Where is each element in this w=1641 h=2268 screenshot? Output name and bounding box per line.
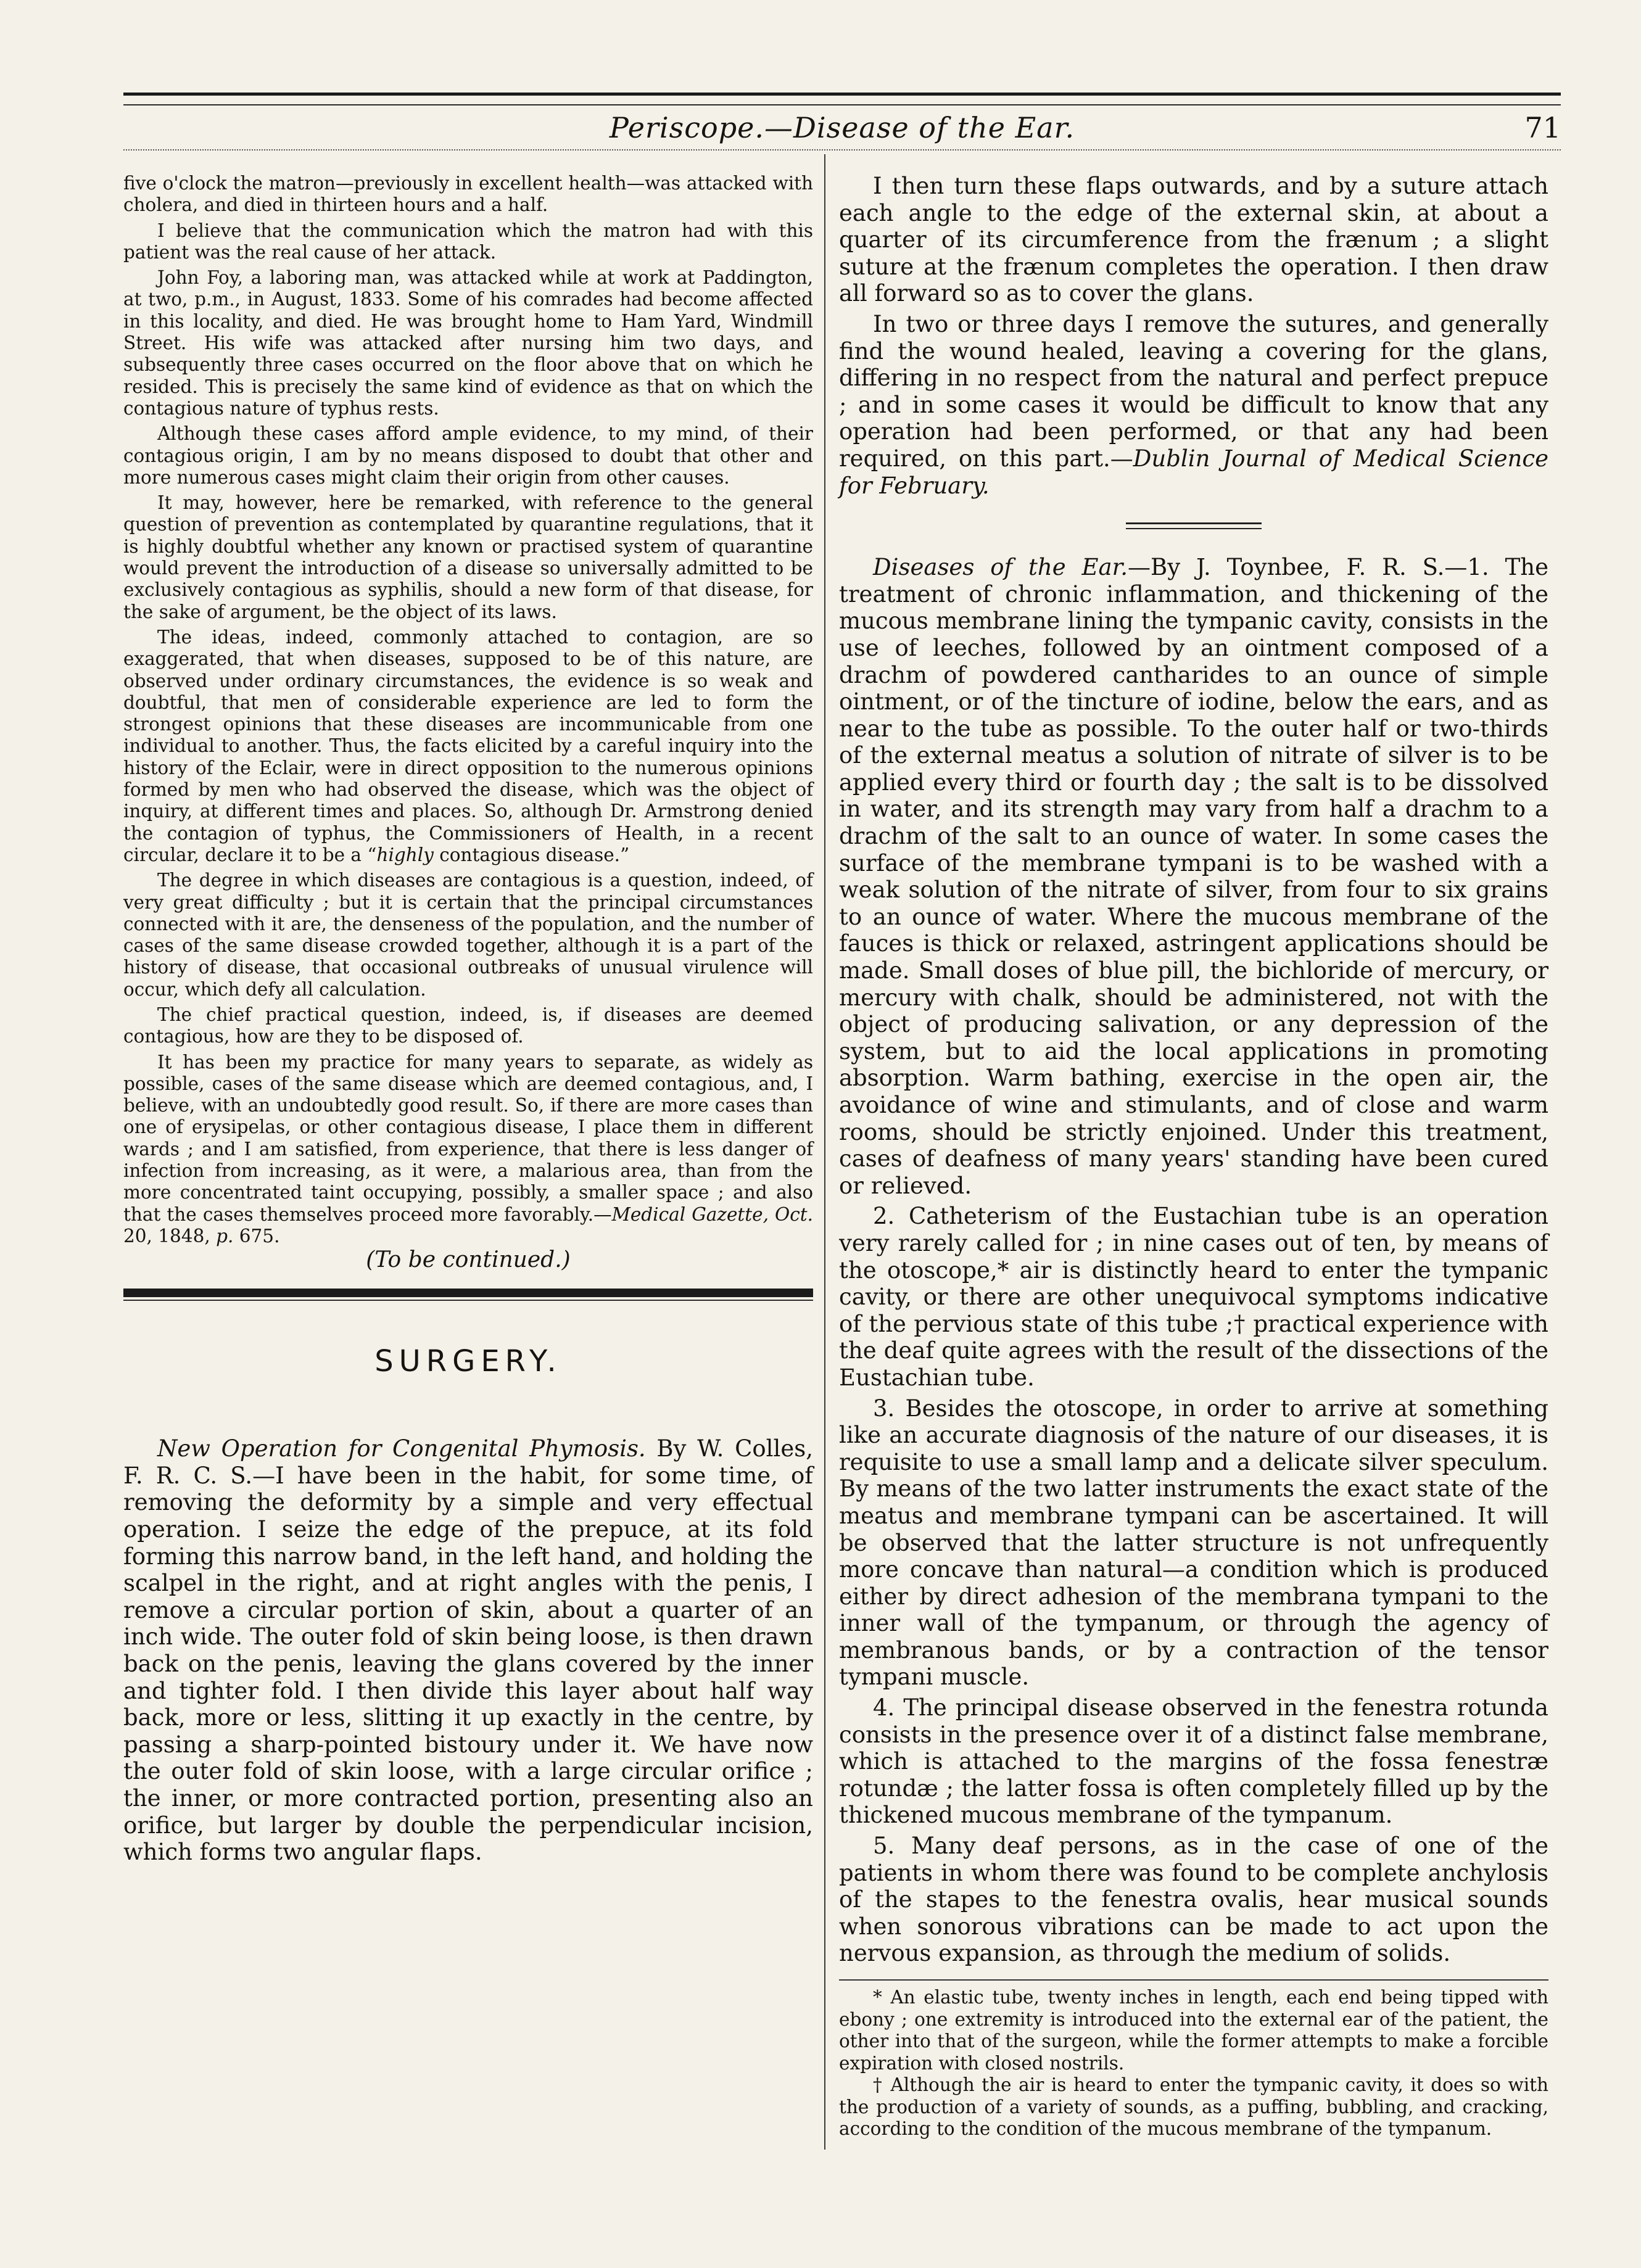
paragraph (839, 554, 1548, 1199)
article-author: —By J. Toynbee, F. R. S.— (1128, 554, 1468, 581)
section-title: SURGERY. (374, 1344, 562, 1379)
paragraph-text: It has been my practice for many years to separate, as widely as possible, cases of the same disease which are deemed contagious, and, I believe, with an undoubtedly good result. So, if there are more cases than one of erysipelas, or other contagious disease, I place them in different wards ; and I am satisfied, from experience, that there is less danger of infection from increasing, as it were, a malarious area, than from the more concentrated taint occupying, possibly, a smaller space ; and also that the cases themselves proceed more favorably.— (123, 1051, 813, 1225)
article-title: Diseases of the Ear. (873, 554, 1128, 581)
paragraph (123, 627, 813, 866)
paragraph: The degree in which diseases are contagious is a question, indeed, of very great difficulty ; but it is certain that the principal circumstances connected with it are, the denseness of the population, and the number of cases of the same disease crowded together, although it is a part of the history of disease, that occasional outbreaks of unusual virulence will occur, which defy all calculation. (123, 870, 813, 1000)
citation-page: p. (216, 1225, 234, 1247)
header-rule (123, 149, 1561, 151)
paragraph: I believe that the communication which the matron had with this patient was the real cause of her attack. (123, 220, 813, 263)
paragraph-text: In two or three days I remove the sutures, and generally find the wound healed, leaving a covering for the glans, differing in no respect from the natural and perfect prepuce ; and in some cases it would be difficult to know that any operation had been performed, or that any had been required, on this part.— (839, 310, 1548, 472)
article-author: By W. Colles, F. R. C. S.— (123, 1435, 813, 1489)
right-column (839, 173, 1548, 2140)
paragraph: five o'clock the matron—previously in excellent health—was attacked with cholera, and died in thirteen hours and a half. (123, 173, 813, 216)
paragraph-text: 675. (233, 1225, 280, 1247)
paragraph: 4. The principal disease observed in the fenestra rotunda consists in the presence over it of a distinct false membrane, which is attached to the margins of the fossa fenestræ rotundæ ; the latter fossa is often completely filled up by the thickened mucous membrane of the tympanum. (839, 1694, 1548, 1829)
paragraph: John Foy, a laboring man, was attacked while at work at Paddington, at two, p.m., in August, 1833. Some of his comrades had become affected in this locality, and died. He was brought home to Ham Yard, Windmill Street. His wife was attacked after nursing him two days, and subsequently three cases occurred on the floor above that on which he resided. This is precisely the same kind of evidence as that on which the contagious nature of typhus rests. (123, 267, 813, 419)
paragraph-text: 20, 1848, (123, 1225, 217, 1247)
page-number: 71 (1524, 111, 1561, 144)
paragraph: I then turn these flaps outwards, and by a suture attach each angle to the edge of the external skin, at about a quarter of its circumference from the frænum ; a slight suture at the frænum completes the operation. I then draw all forward so as to cover the glans. (839, 173, 1548, 307)
running-title: Periscope.—Disease of the Ear. (609, 111, 1075, 144)
footnote: † Although the air is heard to enter the tympanic cavity, it does so with the production of a variety of sounds, as a puffing, bubbling, and cracking, according to the condition of the mucous membrane of the tympanum. (839, 2074, 1548, 2139)
article-title: New Operation for Congenital Phymosis. (157, 1435, 646, 1462)
paragraph (123, 1052, 813, 1248)
separator-rule (1126, 522, 1262, 524)
column-divider (824, 154, 825, 2150)
citation: Medical Gazette, Oct. (611, 1203, 813, 1225)
paragraph: It may, however, here be remarked, with reference to the general question of prevention as contemplated by quarantine regulations, that it is highly doubtful whether any known or practised system of quarantine would prevent the introduction of a disease so universally admitted to be exclusively contagious as syphilis, should a new form of that disease, for the sake of argument, be the object of its laws. (123, 492, 813, 622)
footnote: * An elastic tube, twenty inches in length, each end being tipped with ebony ; one extremity is introduced into the external ear of the patient, the other into that of the surgeon, while the former attempts to make a forcible expiration with closed nostrils. (839, 1987, 1548, 2074)
section-rule-thin (123, 1300, 813, 1301)
citation: Dublin Journal of Medical Science for February. (839, 445, 1548, 499)
to-be-continued: (To be continued.) (366, 1247, 571, 1273)
paragraph (839, 311, 1548, 499)
left-column (123, 173, 813, 1866)
paragraph: 5. Many deaf persons, as in the case of one of the patients in whom there was found to be complete anchylosis of the stapes to the fenestra ovalis, hear musical sounds when sonorous vibrations can be made to act upon the nervous expansion, as through the medium of solids. (839, 1833, 1548, 1967)
page-header (123, 104, 1561, 147)
paragraph: Although these cases afford ample evidence, to my mind, of their contagious origin, I am by no means disposed to doubt that other and more numerous cases might claim their origin from other causes. (123, 423, 813, 488)
paragraph-text: 1. The treatment of chronic inflammation, and thickening of the mucous membrane lining the tympanic cavity, consists in the use of leeches, followed by an ointment composed of a drachm of powdered cantharides to an ounce of simple ointment, or of the tincture of iodine, below the ears, and as near to the tube as possible. To the outer half or two-thirds of the external meatus a solution of nitrate of silver is to be applied every third or fourth day ; the salt is to be dissolved in water, and its strength may vary from half a drachm to a drachm of the salt to an ounce of water. In some cases the surface of the membrane tympani is to be washed with a weak solution of the nitrate of silver, from four to six grains to an ounce of water. Where the mucous membrane of the fauces is thick or relaxed, astringent applications should be made. Small doses of blue pill, the bichloride of mercury, or mercury with chalk, should be administered, not with the object of producing salivation, or any depression of the system, but to aid the local applications in promoting absorption. Warm bathing, exercise in the open air, the avoidance of wine and stimulants, and of close and warm rooms, should be strictly enjoined. Under this treatment, cases of deafness of many years' standing have been cured or relieved. (839, 554, 1548, 1199)
paragraph: The chief practical question, indeed, is, if diseases are deemed contagious, how are they to be disposed of. (123, 1004, 813, 1047)
paragraph-text: contagious disease.” (433, 844, 630, 865)
paragraph-text: The ideas, indeed, commonly attached to contagion, are so exaggerated, that when diseases, supposed to be of this nature, are observed under ordinary circumstances, the evidence is so weak and doubtful, that men of considerable experience are led to form the strongest opinions that these diseases are incommunicable from one individual to another. Thus, the facts elicited by a careful inquiry into the history of the Eclair, were in direct opposition to the numerous opinions formed by men who had observed the disease, which was the object of inquiry, at different times and places. So, although Dr. Armstrong denied the contagion of typhus, the Commissioners of Health, in a recent circular, declare it to be a “ (123, 626, 813, 865)
emphasis: highly (376, 844, 434, 865)
section-rule-thick (123, 1289, 813, 1297)
paragraph-text: I have been in the habit, for some time, of removing the deformity by a simple and very effectual operation. I seize the edge of the prepuce, at its fold forming this narrow band, in the left hand, and holding the scalpel in the right, and at right angles with the penis, I remove a circular portion of skin, about a quarter of an inch wide. The outer fold of skin being loose, is then drawn back on the penis, leaving the glans covered by the inner and tighter fold. I then divide this layer about half way back, more or less, slitting it up exactly in the centre, by passing a sharp-pointed bistoury under it. We have now the outer fold of skin loose, with a large circular orifice ; the inner, or more contracted portion, presenting also an orifice, but larger by double the perpendicular incision, which forms two angular flaps. (123, 1462, 814, 1866)
paragraph: 2. Catheterism of the Eustachian tube is an operation very rarely called for ; in nine cases out of ten, by means of the otoscope,* air is distinctly heard to enter the tympanic cavity, or there are other unequivocal symptoms indicative of the pervious state of this tube ;† practical experience with the deaf quite agrees with the result of the dissections of the Eustachian tube. (839, 1203, 1548, 1391)
paragraph (123, 1435, 813, 1866)
paragraph: 3. Besides the otoscope, in order to arrive at something like an accurate diagnosis of the nature of our diseases, it is requisite to use a small lamp and a delicate silver speculum. By means of the two latter instruments the exact state of the meatus and membrane tympani can be ascertained. It will be observed that the latter structure is not unfrequently more concave than natural—a condition which is produced either by direct adhesion of the membrana tympani to the inner wall of the tympanum, or through the agency of membranous bands, or by a contraction of the tensor tympani muscle. (839, 1395, 1548, 1691)
